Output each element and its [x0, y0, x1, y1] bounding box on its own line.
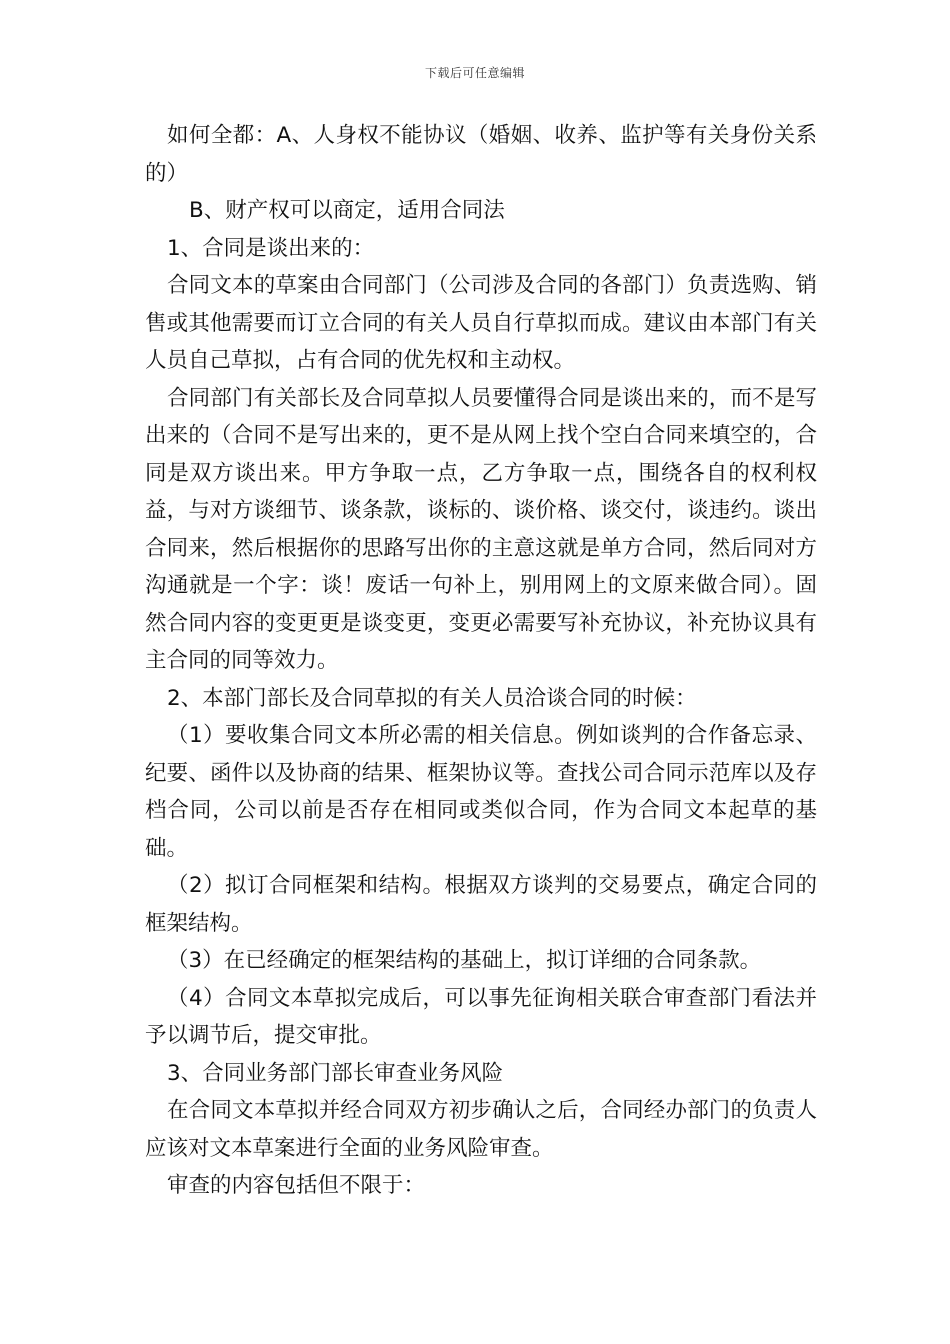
list-item-2: （2）拟订合同框架和结构。根据双方谈判的交易要点，确定合同的框架结构。 — [145, 873, 817, 936]
section-heading-1: 1、合同是谈出来的： — [167, 235, 375, 261]
section-heading-3: 3、合同业务部门部长审查业务风险 — [167, 1060, 504, 1086]
paragraph-rights-scope: 如何全都：A、人身权不能协议（婚姻、收养、监护等有关身份关系的） — [145, 123, 817, 186]
page-header: 下载后可任意编辑 — [424, 66, 525, 80]
document-body — [145, 117, 817, 1205]
list-item-1: （1）要收集合同文本所必需的相关信息。例如谈判的合作备忘录、纪要、函件以及协商的结果、框架协议等。查找公司合同示范库以及存档合同，公司以前是否存在相同或类似合同，作为合同文本起草的基础。 — [145, 723, 817, 861]
paragraph-draft-origin: 合同文本的草案由合同部门（公司涉及合同的各部门）负责选购、销售或其他需要而订立合同的有关人员自行草拟而成。建议由本部门有关人员自己草拟，占有合同的优先权和主动权。 — [145, 273, 817, 373]
paragraph-review-scope: 审查的内容包括但不限于： — [167, 1173, 426, 1198]
paragraph-property-rights: B、财产权可以商定，适用合同法 — [189, 198, 505, 223]
list-item-4: （4）合同文本草拟完成后，可以事先征询相关联合审查部门看法并予以调节后，提交审批。 — [145, 985, 817, 1048]
paragraph-risk-review: 在合同文本草拟并经合同双方初步确认之后，合同经办部门的负责人应该对文本草案进行全面的业务风险审查。 — [145, 1098, 817, 1161]
section-heading-2: 2、本部门部长及合同草拟的有关人员洽谈合同的时候： — [167, 685, 697, 711]
list-item-3: （3）在已经确定的框架结构的基础上，拟订详细的合同条款。 — [167, 948, 762, 973]
paragraph-negotiation: 合同部门有关部长及合同草拟人员要懂得合同是谈出来的，而不是写出来的（合同不是写出来的，更不是从网上找个空白合同来填空的，合同是双方谈出来。甲方争取一点，乙方争取一点，围绕各自的权利权益，与对方谈细节、谈条款，谈标的、谈价格、谈交付，谈违约。谈出合同来，然后根据你的思路写出你的主意这就是单方合同，然后同对方沟通就是一个字：谈！废话一句补上，别用网上的文原来做合同）。固然合同内容的变更更是谈变更，变更必需要写补充协议，补充协议具有主合同的同等效力。 — [145, 385, 817, 673]
